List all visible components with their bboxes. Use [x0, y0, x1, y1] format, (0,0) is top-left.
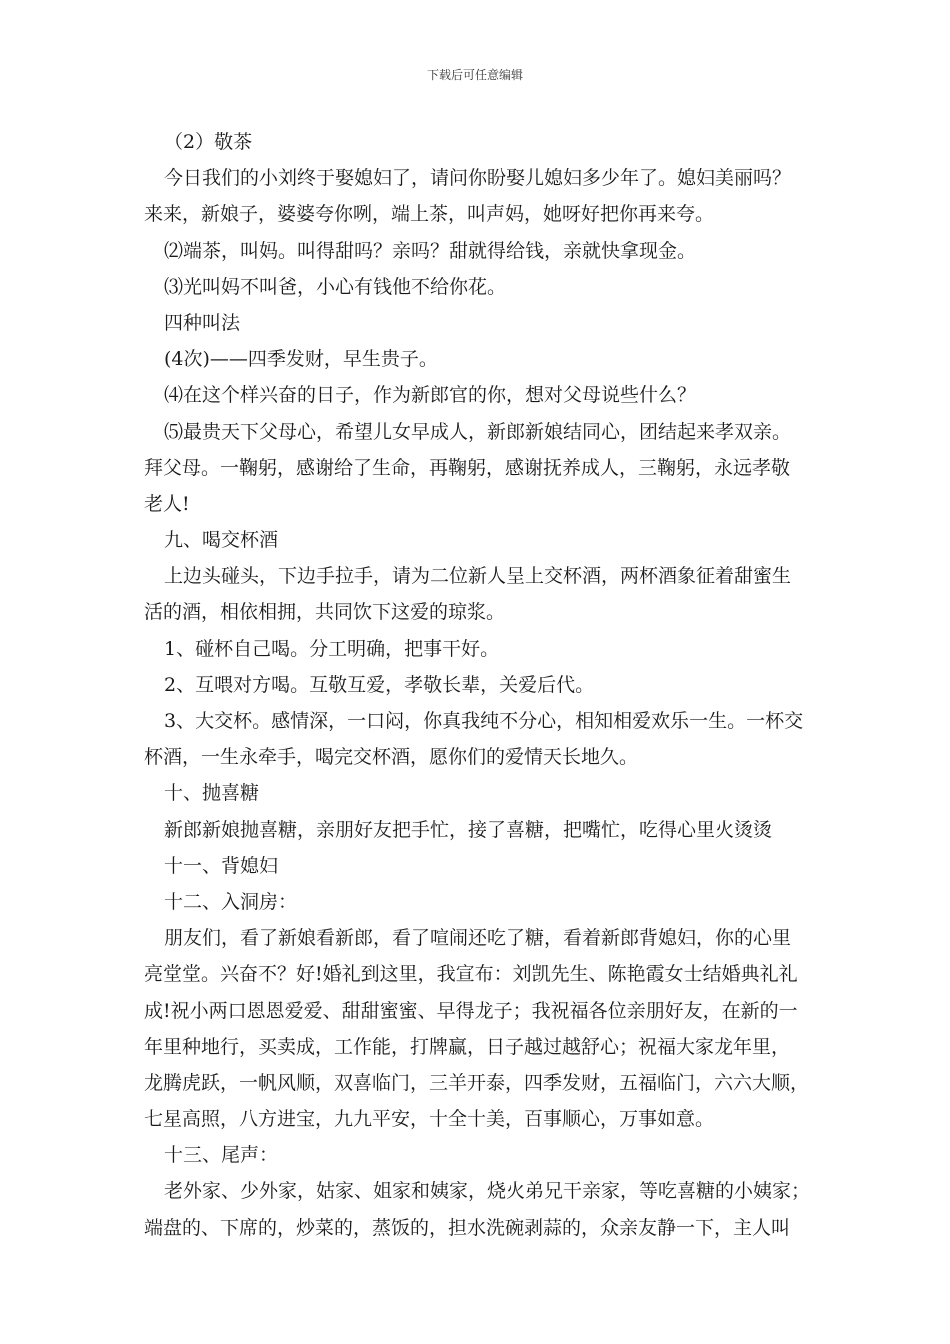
text-line: 活的酒，相依相拥，共同饮下这爱的琼浆。	[144, 601, 506, 624]
text-line: 四种叫法	[164, 311, 241, 334]
text-line: （2）敬茶	[164, 131, 253, 153]
text-line: 十二、入洞房：	[164, 890, 298, 913]
text-line: 龙腾虎跃，一帆风顺，双喜临门，三羊开泰，四季发财，五福临门，六六大顺，	[144, 1071, 810, 1094]
text-line: (4次)——四季发财，早生贵子。	[164, 348, 438, 371]
text-line: 七星高照，八方进宝，九九平安，十全十美，百事顺心，万事如意。	[144, 1108, 715, 1131]
text-line: ⑸最贵天下父母心，希望儿女早成人，新郎新娘结同心，团结起来孝双亲。	[164, 420, 792, 443]
text-line: 朋友们，看了新娘看新郎，看了喧闹还吃了糖，看着新郎背媳妇，你的心里	[164, 927, 792, 950]
text-line: ⑶光叫妈不叫爸，小心有钱他不给你花。	[164, 275, 507, 298]
text-line: 2、互喂对方喝。互敬互爱，孝敬长辈，关爱后代。	[164, 673, 595, 696]
text-line: 九、喝交杯酒	[164, 529, 279, 552]
text-line: 老外家、少外家，姑家、姐家和姨家，烧火弟兄干亲家，等吃喜糖的小姨家；	[164, 1180, 811, 1203]
text-line: 1、碰杯自己喝。分工明确，把事干好。	[164, 637, 500, 660]
text-line: ⑵端茶，叫妈。叫得甜吗？亲吗？甜就得给钱，亲就快拿现金。	[164, 239, 697, 262]
text-line: 十一、背媳妇	[164, 854, 279, 877]
text-line: 老人!	[144, 492, 190, 515]
document-body	[144, 124, 816, 1246]
text-line: 拜父母。一鞠躬，感谢给了生命，再鞠躬，感谢抚养成人，三鞠躬，永远孝敬	[144, 456, 791, 479]
text-line: 十三、尾声：	[164, 1144, 279, 1167]
text-line: 今日我们的小刘终于娶媳妇了，请问你盼娶儿媳妇多少年了。媳妇美丽吗？	[164, 167, 792, 190]
text-line: 杯酒，一生永牵手，喝完交杯酒，愿你们的爱情天长地久。	[144, 746, 639, 769]
text-line: 亮堂堂。兴奋不？好!婚礼到这里，我宣布：刘凯先生、陈艳霞女士结婚典礼礼	[144, 963, 798, 986]
text-line: 3、大交杯。感情深，一口闷，你真我纯不分心，相知相爱欢乐一生。一杯交	[164, 710, 804, 732]
text-line: 成!祝小两口恩恩爱爱、甜甜蜜蜜、早得龙子；我祝福各位亲朋好友，在新的一	[144, 999, 798, 1022]
text-line: 上边头碰头，下边手拉手，请为二位新人呈上交杯酒，两杯酒象征着甜蜜生	[164, 565, 792, 588]
text-line: 十、抛喜糖	[164, 782, 260, 805]
page-header: 下载后可任意编辑	[426, 68, 523, 82]
text-line: ⑷在这个样兴奋的日子，作为新郎官的你，想对父母说些什么？	[164, 384, 697, 407]
text-line: 来来，新娘子，婆婆夸你咧，端上茶，叫声妈，她呀好把你再来夸。	[144, 203, 715, 226]
text-line: 端盘的、下席的，炒菜的，蒸饭的，担水洗碗剥蒜的，众亲友静一下，主人叫	[144, 1216, 791, 1239]
text-line: 新郎新娘抛喜糖，亲朋好友把手忙，接了喜糖，把嘴忙，吃得心里火烫烫	[164, 818, 773, 841]
text-line: 年里种地行，买卖成，工作能，打牌赢，日子越过越舒心；祝福大家龙年里，	[144, 1035, 791, 1058]
